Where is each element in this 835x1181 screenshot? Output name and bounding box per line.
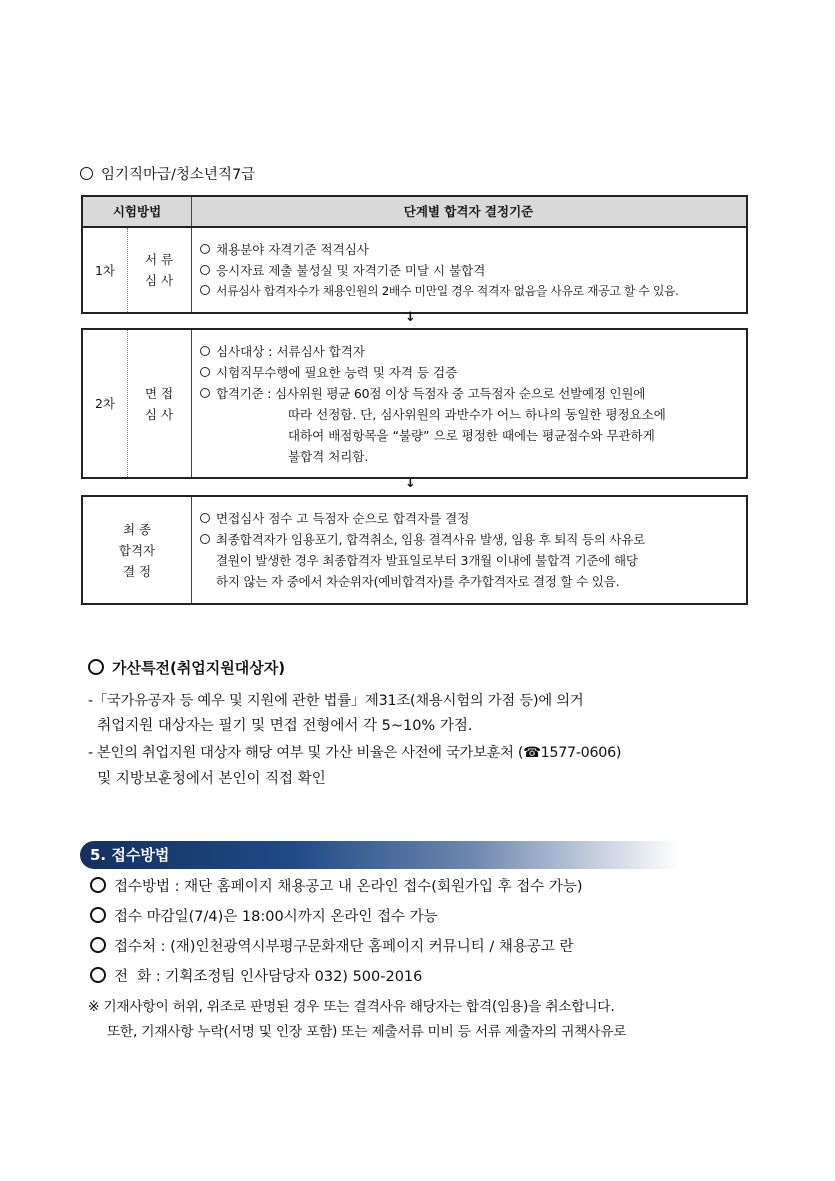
circle-bullet-icon [200, 346, 210, 356]
circle-bullet-icon [200, 513, 210, 523]
list-item: 응시자료 제출 불성실 및 자격기준 미달 시 불합격 [200, 260, 740, 281]
circle-bullet-icon [90, 937, 106, 953]
list-item: 최종합격자가 임용포기, 합격취소, 임용 결격사유 발생, 임용 후 퇴직 등의 사유로 [200, 529, 740, 550]
table-header [81, 195, 748, 228]
down-arrow-icon: ↓ [405, 310, 416, 325]
list-item: 채용분야 자격기준 적격심사 [200, 239, 740, 260]
list-item: 전 화 : 기획조정팀 인사담당자 032) 500-2016 [90, 965, 422, 990]
list-item: 심사대상 : 서류심사 합격자 [200, 341, 740, 362]
stage1-name: 서 류 심 사 [144, 252, 174, 288]
bonus-line: 및 지방보훈청에서 본인이 직접 확인 [88, 771, 326, 787]
down-arrow-icon: ↓ [405, 476, 416, 491]
list-item-continuation: 따라 선정함. 단, 심사위원의 과반수가 어느 하나의 동일한 평정요소에 [288, 406, 666, 422]
list-item: 접수 마감일(7/4)은 18:00시까지 온라인 접수 가능 [90, 905, 438, 930]
stage2-criteria [191, 330, 740, 477]
note-line: ※ 기재사항이 허위, 위조로 판명된 경우 또는 결격사유 해당자는 합격(임용)을 취소합니다. [88, 999, 615, 1015]
header-method: 시험방법 [112, 204, 162, 219]
list-item-continuation: 불합격 처리함. [288, 448, 369, 464]
list-item-continuation: 대하여 배점항목을 “불량” 으로 평정한 때에는 평균점수와 무관하게 [288, 427, 655, 443]
circle-bullet-icon [200, 244, 210, 254]
circle-bullet-icon [80, 167, 93, 180]
circle-bullet-icon [90, 967, 106, 983]
circle-bullet-icon [88, 659, 104, 675]
list-item: 합격기준 : 심사위원 평균 60점 이상 득점자 중 고득점자 순으로 선발예정 인원에 [200, 383, 740, 404]
stage3-box [81, 495, 748, 605]
circle-bullet-icon [200, 265, 210, 275]
stage3-name: 최 종 합격자 결 정 [118, 521, 156, 579]
bonus-line: - 본인의 취업지원 대상자 해당 여부 및 가산 비율은 사전에 국가보훈처 (☎1577-0606) [88, 745, 622, 761]
bonus-line: 취업지원 대상자는 필기 및 면접 전형에서 각 5~10% 가점. [88, 718, 473, 734]
list-item: 접수처 : (재)인천광역시부평구문화재단 홈페이지 커뮤니티 / 채용공고 란 [90, 935, 574, 960]
bonus-line: -「국가유공자 등 예우 및 지원에 관한 법률」제31조(채용시험의 가점 등)에 의거 [88, 693, 584, 709]
circle-bullet-icon [200, 388, 210, 398]
circle-bullet-icon [90, 907, 106, 923]
stage1-box [81, 228, 748, 314]
section5-title: 5. 접수방법 [90, 846, 170, 864]
stage1-criteria [191, 228, 740, 312]
circle-bullet-icon [200, 534, 210, 544]
header-criteria: 단계별 합격자 결정기준 [403, 204, 534, 219]
section-heading: 임기직마급/청소년직7급 [80, 165, 255, 185]
list-item: 접수방법 : 재단 홈페이지 채용공고 내 온라인 접수(회원가입 후 접수 가능) [90, 875, 583, 900]
stage3-criteria [191, 497, 740, 603]
circle-bullet-icon [90, 877, 106, 893]
stage2-step: 2차 [94, 396, 116, 411]
bonus-title: 가산특전(취업지원대상자) [88, 657, 285, 679]
circle-bullet-icon [200, 367, 210, 377]
stage1-step: 1차 [94, 262, 116, 278]
circle-bullet-icon [200, 285, 210, 295]
note-line: 또한, 기재사항 누락(서명 및 인장 포함) 또는 제출서류 미비 등 서류 제출자의 귀책사유로 [107, 1024, 627, 1040]
list-item: 면접심사 점수 고 득점자 순으로 합격자를 결정 [200, 508, 740, 529]
list-item: 시험직무수행에 필요한 능력 및 자격 등 검증 [200, 362, 740, 383]
stage2-box [81, 328, 748, 479]
list-item: 서류심사 합격자수가 채용인원의 2배수 미만일 경우 적격자 없음을 사유로 재공고 할 수 있음. [200, 281, 740, 302]
section5-bar [80, 841, 680, 869]
list-item-continuation: 하지 않는 자 중에서 차순위자(예비합격자)를 추가합격자로 결정 할 수 있음. [216, 574, 620, 589]
stage2-name: 면 접 심 사 [144, 385, 174, 422]
list-item-continuation: 결원이 발생한 경우 최종합격자 발표일로부터 3개월 이내에 불합격 기준에 해당 [216, 553, 638, 568]
